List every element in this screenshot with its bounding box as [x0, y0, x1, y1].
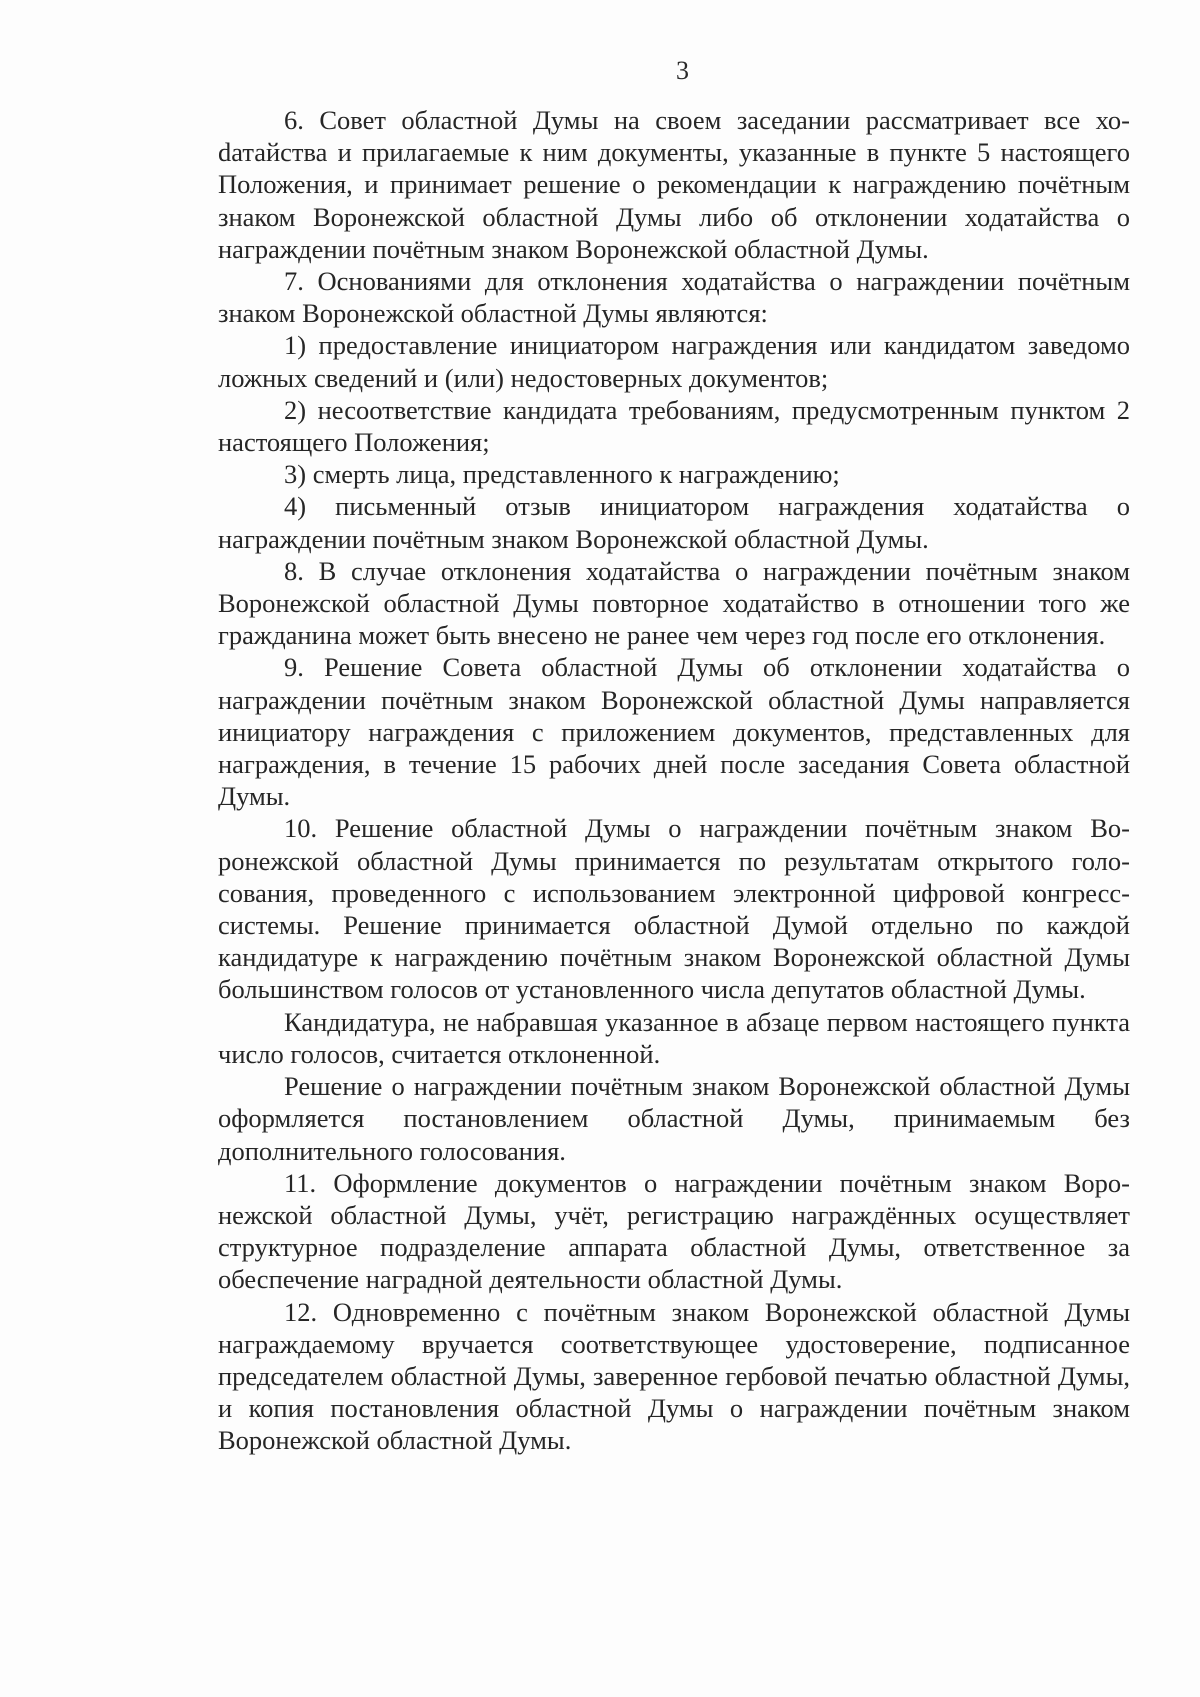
paragraph-11: 11. Оформление документов о награждении почётным знаком Воронежской областной Думы, учёт, регистрацию награждённых осуществляет структурное подразделение аппарата областной Думы, ответственное за обеспечение наградной деятельности областной Думы. — [218, 1167, 1130, 1295]
paragraph-10-part-3: Решение о награждении почётным знаком Воронежской областной Думы оформляется постановлением областной Думы, принимаемым без дополнительного голосования. — [218, 1071, 1130, 1166]
paragraph-10: 10. Решение областной Думы о награждении почётным знаком Воронежской областной Думы принимается по результатам открытого голосования, проведенного с использованием электронной цифровой конгресс-системы. Решение принимается областной Думой отдельно по каждой кандидатуре к награждению почётным знаком Воронежской областной Думы большинством голосов от установленного числа депутатов областной Думы. — [218, 813, 1130, 1005]
document-body — [218, 104, 1130, 1457]
paragraph-7-item-1: 1) предоставление инициатором награждения или кандидатом заведомо ложных сведений и (или) недостоверных документов; — [218, 330, 1130, 393]
page-number: 3 — [676, 56, 689, 85]
paragraph-10-part-2: Кандидатура, не набравшая указанное в абзаце первом настоящего пункта число голосов, считается отклоненной. — [218, 1006, 1130, 1069]
paragraph-7: 7. Основаниями для отклонения ходатайства о награждении почётным знаком Воронежской областной Думы являются: — [218, 266, 1130, 329]
paragraph-7-item-2: 2) несоответствие кандидата требованиям, предусмотренным пунктом 2 настоящего Положения; — [218, 394, 1130, 458]
paragraph-7-item-4: 4) письменный отзыв инициатором награждения ходатайства о награждении почётным знаком Воронежской областной Думы. — [218, 491, 1130, 554]
paragraph-7-item-3: 3) смерть лица, представленного к награждению; — [284, 459, 840, 490]
paragraph-8: 8. В случае отклонения ходатайства о награждении почётным знаком Воронежской областной Думы повторное ходатайство в отношении того же гражданина может быть внесено не ранее чем через год после его отклонения. — [218, 555, 1130, 651]
paragraph-12: 12. Одновременно с почётным знаком Воронежской областной Думы награждаемому вручается соответствующее удостоверение, подписанное председателем областной Думы, заверенное гербовой печатью областной Думы, и копия постановления областной Думы о награждении почётным знаком Воронежской областной Думы. — [218, 1296, 1130, 1456]
paragraph-9: 9. Решение Совета областной Думы об отклонении ходатайства о награждении почётным знаком Воронежской областной Думы направляется инициатору награждения с приложением документов, представленных для награждения, в течение 15 рабочих дней после заседания Совета областной Думы. — [218, 652, 1130, 812]
paragraph-6: 6. Совет областной Думы на своем заседании рассматривает все хоdатайства и прилагаемые к ним документы, указанные в пункте 5 настоящего Положения, и принимает решение о рекомендации к награждению почётным знаком Воронежской областной Думы либо об отклонении ходатайства о награждении почётным знаком Воронежской областной Думы. — [218, 105, 1130, 264]
